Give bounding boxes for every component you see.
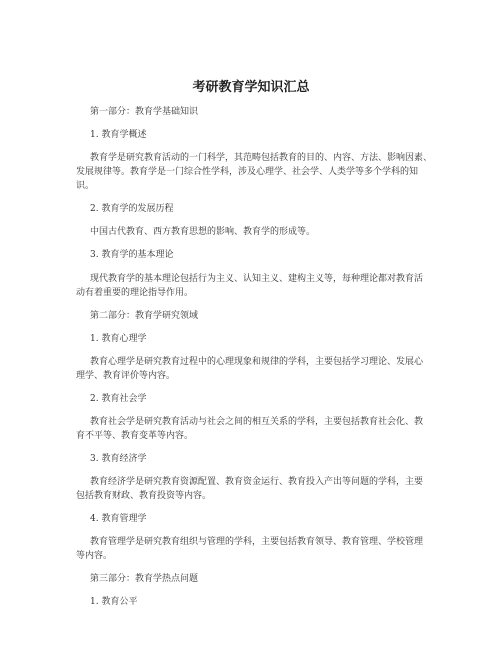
section-heading-part3: 第三部分：教育学热点问题 (90, 574, 199, 584)
document-title: 考研教育学知识汇总 (192, 80, 310, 95)
paragraph-line: 教育社会学是研究教育活动与社会之间的相互关系的学科，主要包括教育社会化、教 (90, 417, 424, 427)
item-heading-edu-equity: 1. 教育公平 (90, 597, 138, 607)
item-heading-theory: 3. 教育学的基本理论 (90, 250, 174, 260)
item-heading-edu-psychology: 1. 教育心理学 (90, 334, 147, 344)
item-heading-edu-management: 4. 教育管理学 (90, 514, 147, 524)
paragraph-line: 现代教育学的基本理论包括行为主义、认知主义、建构主义等，每种理论都对教育活 (90, 274, 424, 284)
paragraph-line: 理学、教育评价等内容。 (76, 371, 176, 381)
section-heading-part2: 第二部分：教育学研究领域 (90, 311, 199, 321)
item-heading-history: 2. 教育学的发展历程 (90, 204, 174, 214)
item-heading-edu-sociology: 2. 教育社会学 (90, 394, 147, 404)
item-heading-edu-economics: 3. 教育经济学 (90, 454, 147, 464)
section-heading-part1: 第一部分：教育学基础知识 (90, 107, 199, 117)
paragraph-line: 育不平等、教育变革等内容。 (76, 431, 194, 441)
paragraph-line: 教育经济学是研究教育资源配置、教育资金运行、教育投入产出等问题的学科，主要 (90, 477, 424, 487)
paragraph-line: 等内容。 (76, 551, 113, 561)
paragraph-line: 教育学是研究教育活动的一门科学，其范畴包括教育的目的、内容、方法、影响因素、 (90, 153, 433, 163)
paragraph-line: 发展规律等。教育学是一门综合性学科，涉及心理学、社会学、人类学等多个学科的知 (76, 167, 419, 177)
paragraph-line: 教育管理学是研究教育组织与管理的学科，主要包括教育领导、教育管理、学校管理 (90, 537, 424, 547)
paragraph-line: 包括教育财政、教育投资等内容。 (76, 491, 212, 501)
paragraph-line: 识。 (76, 181, 95, 191)
paragraph-line: 教育心理学是研究教育过程中的心理现象和规律的学科，主要包括学习理论、发展心 (90, 357, 424, 367)
paragraph-line: 动有着重要的理论指导作用。 (76, 288, 194, 298)
paragraph-line: 中国古代教育、西方教育思想的影响、教育学的形成等。 (90, 227, 316, 237)
item-heading-overview: 1. 教育学概述 (90, 130, 147, 140)
